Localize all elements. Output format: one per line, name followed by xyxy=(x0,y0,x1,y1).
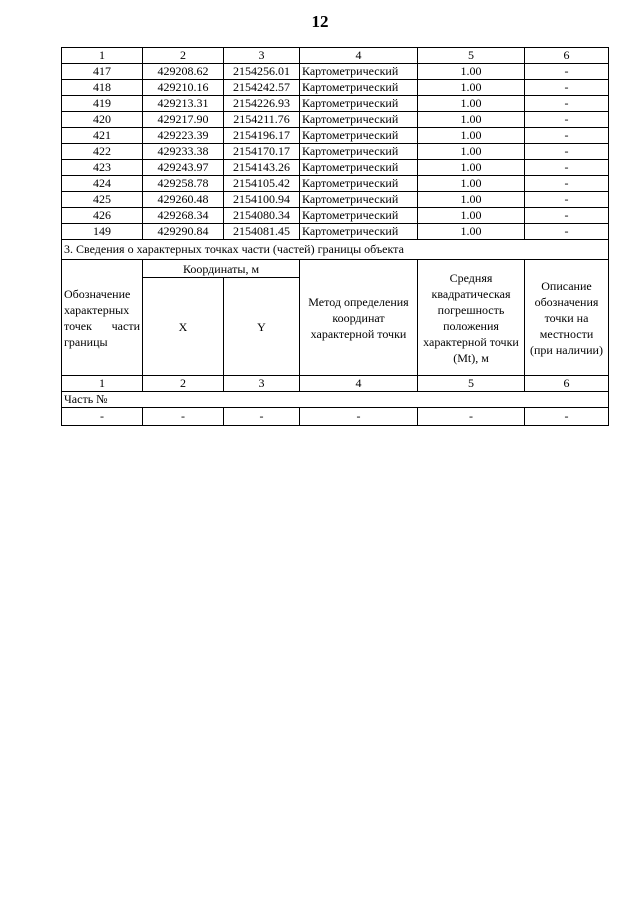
table-row xyxy=(62,96,609,112)
table-cell: 2154211.76 xyxy=(224,112,300,128)
table-cell: 429258.78 xyxy=(143,176,224,192)
table-cell: 1.00 xyxy=(418,64,525,80)
column-number-row xyxy=(62,48,609,64)
table-row xyxy=(62,112,609,128)
empty-cell: - xyxy=(525,408,609,426)
column-number: 2 xyxy=(143,48,224,64)
table-cell: 429243.97 xyxy=(143,160,224,176)
header-accuracy: Средняя квадратическая погрешность положения характерной точки (Mt), м xyxy=(418,260,525,376)
column-number-row xyxy=(62,376,609,392)
table-cell: Картометрический xyxy=(300,144,418,160)
table-cell: 1.00 xyxy=(418,80,525,96)
table-cell: 429268.34 xyxy=(143,208,224,224)
table-cell: 2154196.17 xyxy=(224,128,300,144)
header-description: Описание обозначения точки на местности (при наличии) xyxy=(525,260,609,376)
table-cell: - xyxy=(525,128,609,144)
column-number: 4 xyxy=(300,376,418,392)
table-cell: - xyxy=(525,96,609,112)
table-cell: Картометрический xyxy=(300,160,418,176)
table-cell: - xyxy=(525,176,609,192)
table-cell: 2154081.45 xyxy=(224,224,300,240)
section-title-row xyxy=(62,240,609,260)
table-cell: 429260.48 xyxy=(143,192,224,208)
table-cell: Картометрический xyxy=(300,208,418,224)
table-cell: 429208.62 xyxy=(143,64,224,80)
table-cell: 423 xyxy=(62,160,143,176)
table-cell: 418 xyxy=(62,80,143,96)
table-row xyxy=(62,208,609,224)
table-cell: - xyxy=(525,224,609,240)
header-point-designation xyxy=(62,260,143,376)
table-cell: 2154100.94 xyxy=(224,192,300,208)
section-title: 3. Сведения о характерных точках части (частей) границы объекта xyxy=(62,240,609,260)
table-cell: - xyxy=(525,64,609,80)
column-number: 1 xyxy=(62,376,143,392)
table-row xyxy=(62,192,609,208)
table-row xyxy=(62,128,609,144)
table-cell: 1.00 xyxy=(418,192,525,208)
table-row xyxy=(62,160,609,176)
table-cell: Картометрический xyxy=(300,112,418,128)
table-cell: Картометрический xyxy=(300,80,418,96)
table-cell: - xyxy=(525,192,609,208)
table-cell: 425 xyxy=(62,192,143,208)
empty-data-row xyxy=(62,408,609,426)
table-row xyxy=(62,176,609,192)
table-cell: 429210.16 xyxy=(143,80,224,96)
table-cell: 2154143.26 xyxy=(224,160,300,176)
table-cell: 1.00 xyxy=(418,160,525,176)
table-cell: Картометрический xyxy=(300,192,418,208)
header-method: Метод определения координат характерной точки xyxy=(300,260,418,376)
table-cell: 2154105.42 xyxy=(224,176,300,192)
table-cell: 1.00 xyxy=(418,176,525,192)
column-number: 3 xyxy=(224,376,300,392)
table-cell: 1.00 xyxy=(418,208,525,224)
table-cell: 429213.31 xyxy=(143,96,224,112)
header-row xyxy=(62,260,609,278)
column-number: 4 xyxy=(300,48,418,64)
header-y: Y xyxy=(224,278,300,376)
column-number: 2 xyxy=(143,376,224,392)
table-cell: 2154080.34 xyxy=(224,208,300,224)
table-cell: Картометрический xyxy=(300,96,418,112)
part-label-row xyxy=(62,392,609,408)
table-row xyxy=(62,80,609,96)
table-cell: - xyxy=(525,160,609,176)
table-cell: 2154170.17 xyxy=(224,144,300,160)
header-x: X xyxy=(143,278,224,376)
table-row xyxy=(62,224,609,240)
table-cell: 1.00 xyxy=(418,224,525,240)
empty-cell: - xyxy=(224,408,300,426)
table-cell: 2154242.57 xyxy=(224,80,300,96)
table-cell: 149 xyxy=(62,224,143,240)
table-cell: 2154256.01 xyxy=(224,64,300,80)
table-cell: - xyxy=(525,112,609,128)
table-cell: 424 xyxy=(62,176,143,192)
table-row xyxy=(62,144,609,160)
empty-cell: - xyxy=(300,408,418,426)
table-cell: Картометрический xyxy=(300,176,418,192)
empty-cell: - xyxy=(62,408,143,426)
table-cell: 1.00 xyxy=(418,96,525,112)
column-number: 6 xyxy=(525,376,609,392)
table-cell: 426 xyxy=(62,208,143,224)
table-cell: Картометрический xyxy=(300,64,418,80)
column-number: 6 xyxy=(525,48,609,64)
page-number: 12 xyxy=(311,12,329,31)
header-point-designation-text: Обозначение характерных точек части границы xyxy=(64,286,140,349)
table-cell: Картометрический xyxy=(300,224,418,240)
column-number: 5 xyxy=(418,48,525,64)
table-cell: - xyxy=(525,208,609,224)
table-cell: - xyxy=(525,80,609,96)
coordinates-table xyxy=(61,47,609,426)
table-cell: 1.00 xyxy=(418,128,525,144)
table-cell: 420 xyxy=(62,112,143,128)
empty-cell: - xyxy=(143,408,224,426)
table-cell: - xyxy=(525,144,609,160)
column-number: 5 xyxy=(418,376,525,392)
table-cell: 429290.84 xyxy=(143,224,224,240)
table-cell: 422 xyxy=(62,144,143,160)
header-coordinates: Координаты, м xyxy=(143,260,300,278)
table-cell: 421 xyxy=(62,128,143,144)
column-number: 3 xyxy=(224,48,300,64)
table-cell: 429223.39 xyxy=(143,128,224,144)
table-cell: 1.00 xyxy=(418,112,525,128)
table-cell: 2154226.93 xyxy=(224,96,300,112)
column-number: 1 xyxy=(62,48,143,64)
table-cell: 429217.90 xyxy=(143,112,224,128)
table-cell: Картометрический xyxy=(300,128,418,144)
empty-cell: - xyxy=(418,408,525,426)
part-label: Часть № xyxy=(62,392,609,408)
table-cell: 417 xyxy=(62,64,143,80)
table-row xyxy=(62,64,609,80)
table-cell: 1.00 xyxy=(418,144,525,160)
table-cell: 429233.38 xyxy=(143,144,224,160)
table-cell: 419 xyxy=(62,96,143,112)
